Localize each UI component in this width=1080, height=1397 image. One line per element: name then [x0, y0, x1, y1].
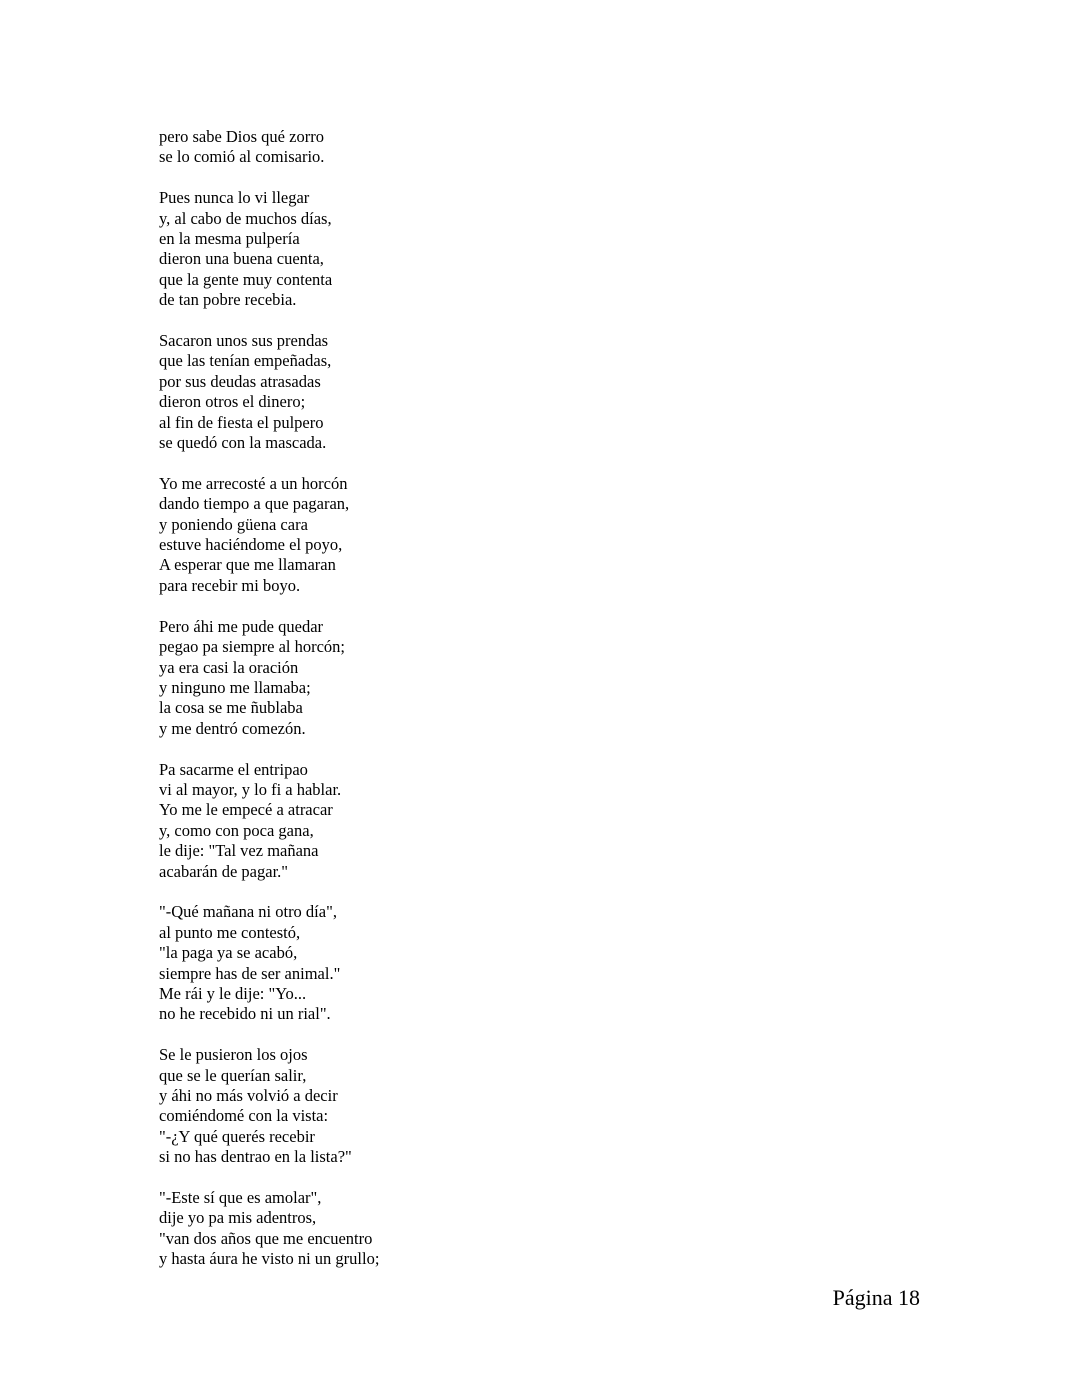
verse-line: que las tenían empeñadas, [159, 351, 332, 371]
verse-line: vi al mayor, y lo fi a hablar. [159, 779, 342, 799]
verse-line: dieron otros el dinero; [159, 392, 306, 412]
stanza [159, 1188, 759, 1270]
verse-line: que la gente muy contenta [159, 269, 333, 289]
verse-line: y poniendo güena cara [159, 514, 308, 534]
verse-line: Pues nunca lo vi llegar [159, 188, 310, 208]
verse-line: por sus deudas atrasadas [159, 371, 321, 391]
verse-line: se lo comió al comisario. [159, 147, 325, 167]
stanza [159, 474, 759, 596]
verse-line: dando tiempo a que pagaran, [159, 494, 350, 514]
stanza [159, 760, 759, 882]
verse-line: y áhi no más volvió a decir [159, 1085, 338, 1105]
verse-line: comiéndomé con la vista: [159, 1106, 329, 1126]
verse-line: ya era casi la oración [159, 657, 299, 677]
verse-line: se quedó con la mascada. [159, 433, 327, 453]
verse-line: estuve haciéndome el poyo, [159, 535, 343, 555]
verse-line: dije yo pa mis adentros, [159, 1208, 317, 1228]
verse-line: pero sabe Dios qué zorro [159, 127, 324, 146]
stanza [159, 902, 759, 1024]
verse-line: Pero áhi me pude quedar [159, 616, 324, 636]
verse-line: "-Este sí que es amolar", [159, 1188, 322, 1207]
verse-line: si no has dentrao en la lista?" [159, 1147, 352, 1167]
verse-line: "van dos años que me encuentro [159, 1228, 373, 1248]
verse-line: y ninguno me llamaba; [159, 677, 311, 697]
verse-line: que se le querían salir, [159, 1065, 307, 1085]
verse-line: "la paga ya se acabó, [159, 943, 298, 963]
verse-line: para recebir mi boyo. [159, 575, 301, 595]
stanza [159, 617, 759, 739]
page-number: Página 18 [832, 1285, 920, 1310]
verse-line: dieron una buena cuenta, [159, 249, 324, 269]
verse-line: la cosa se me ñublaba [159, 698, 303, 718]
verse-line: Yo me le empecé a atracar [159, 800, 333, 820]
verse-line: en la mesma pulpería [159, 229, 300, 249]
verse-line: y, como con poca gana, [159, 820, 314, 840]
verse-line: de tan pobre recebia. [159, 290, 297, 310]
verse-line: Me rái y le dije: "Yo... [159, 983, 307, 1003]
verse-line: y hasta áura he visto ni un grullo; [159, 1249, 380, 1269]
verse-line: y, al cabo de muchos días, [159, 208, 332, 228]
verse-line: acabarán de pagar." [159, 861, 289, 881]
poem-body [159, 127, 759, 1290]
verse-line: le dije: "Tal vez mañana [159, 841, 319, 861]
stanza [159, 331, 759, 453]
verse-line: "-¿Y qué querés recebir [159, 1126, 315, 1146]
stanza [159, 1045, 759, 1167]
verse-line: y me dentró comezón. [159, 718, 306, 738]
verse-line: al fin de fiesta el pulpero [159, 412, 324, 432]
verse-line: Sacaron unos sus prendas [159, 331, 329, 351]
verse-line: al punto me contestó, [159, 922, 301, 942]
verse-line: A esperar que me llamaran [159, 555, 336, 575]
verse-line: no he recebido ni un rial". [159, 1004, 331, 1024]
verse-line: Pa sacarme el entripao [159, 759, 308, 779]
verse-line: "-Qué mañana ni otro día", [159, 902, 337, 922]
verse-line: pegao pa siempre al horcón; [159, 637, 346, 657]
verse-line: Yo me arrecosté a un horcón [159, 473, 348, 493]
stanza [159, 188, 759, 310]
verse-line: siempre has de ser animal." [159, 963, 341, 983]
verse-line: Se le pusieron los ojos [159, 1045, 308, 1065]
stanza [159, 127, 759, 168]
